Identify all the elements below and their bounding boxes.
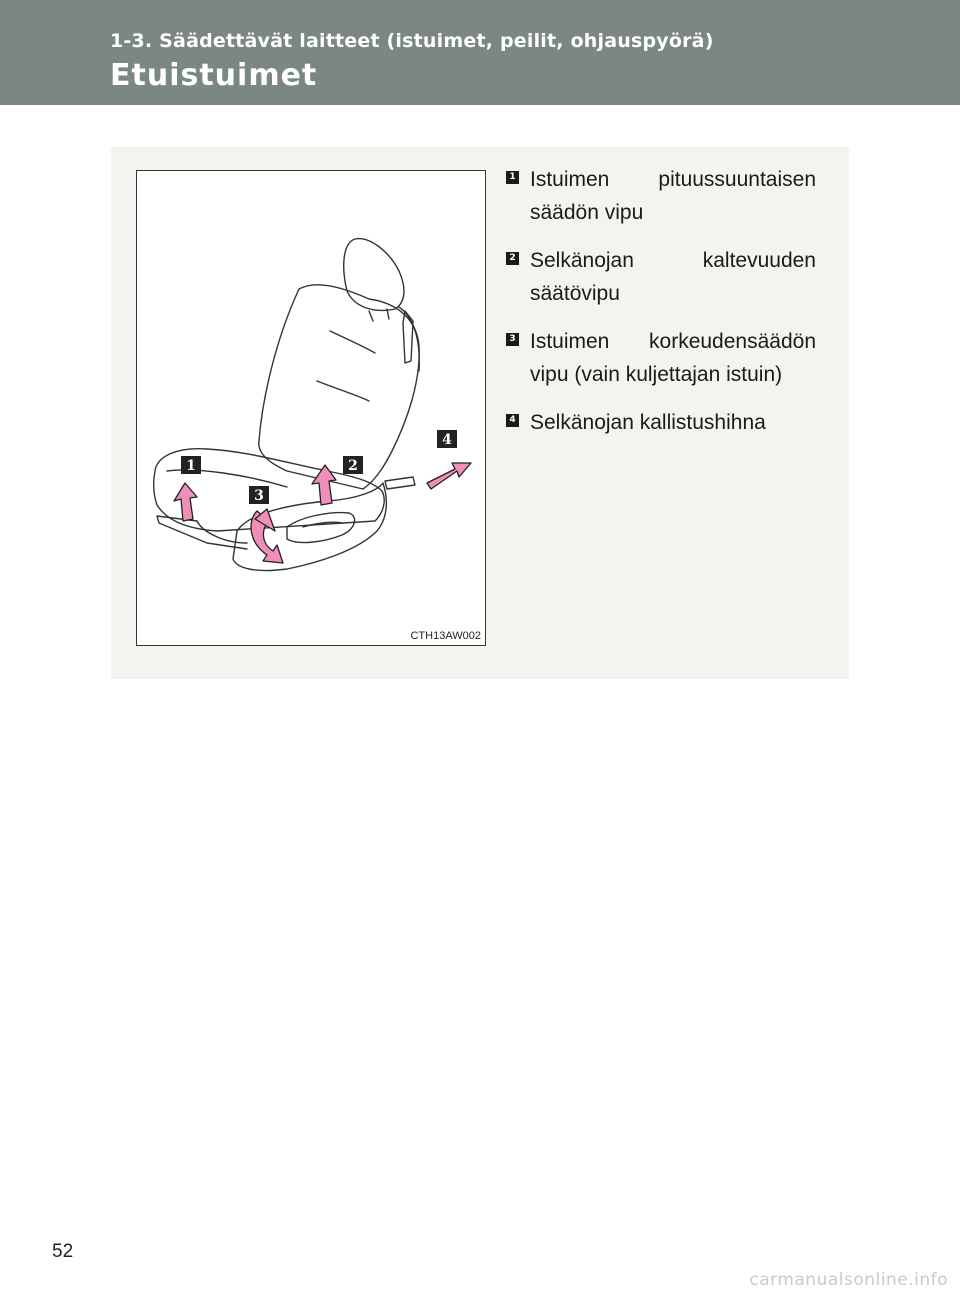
- section-title: 1-3. Säädettävät laitteet (istuimet, peilit, ohjauspyörä): [110, 30, 714, 52]
- legend-item: [506, 325, 816, 391]
- page-title: Etuistuimet: [110, 58, 318, 93]
- arrow-2: [312, 465, 336, 505]
- legend-text: Selkänojan kaltevuuden säätövipu: [530, 249, 816, 305]
- callout-4: 4: [442, 432, 452, 448]
- height-lever: [287, 513, 355, 543]
- legend-text: Selkänojan kallistushihna: [530, 411, 766, 434]
- header-bar: [0, 0, 960, 105]
- arrow-4: [427, 463, 471, 489]
- watermark: carmanualsonline.info: [749, 1270, 948, 1290]
- recline-lever: [385, 477, 415, 489]
- seat-drawing: [137, 171, 485, 645]
- legend-list: [506, 163, 816, 454]
- callout-1: 1: [186, 458, 196, 474]
- seat-illustration: [136, 170, 486, 646]
- legend-number-badge: 3: [506, 333, 519, 346]
- legend-item: [506, 163, 816, 229]
- callout-badges: [181, 430, 457, 504]
- callout-3: 3: [254, 488, 264, 504]
- legend-item: [506, 244, 816, 310]
- page-number: 52: [52, 1241, 74, 1262]
- figure-code: CTH13AW002: [410, 630, 481, 642]
- legend-text: Istuimen pituussuuntaisen säädön vipu: [530, 168, 816, 224]
- slide-rail: [157, 516, 247, 549]
- legend-number-badge: 2: [506, 252, 519, 265]
- backrest-seam-1: [330, 331, 375, 353]
- callout-2: 2: [348, 458, 358, 474]
- legend-number-badge: 4: [506, 414, 519, 427]
- legend-number-badge: 1: [506, 171, 519, 184]
- slide-rail-lower: [197, 521, 247, 543]
- backrest-seam-2: [317, 381, 369, 401]
- backrest-outline: [259, 285, 419, 489]
- arrow-1: [174, 483, 197, 521]
- legend-text: Istuimen korkeudensäädön vipu (vain kuljettajan istuin): [530, 330, 816, 386]
- legend-item: [506, 406, 816, 439]
